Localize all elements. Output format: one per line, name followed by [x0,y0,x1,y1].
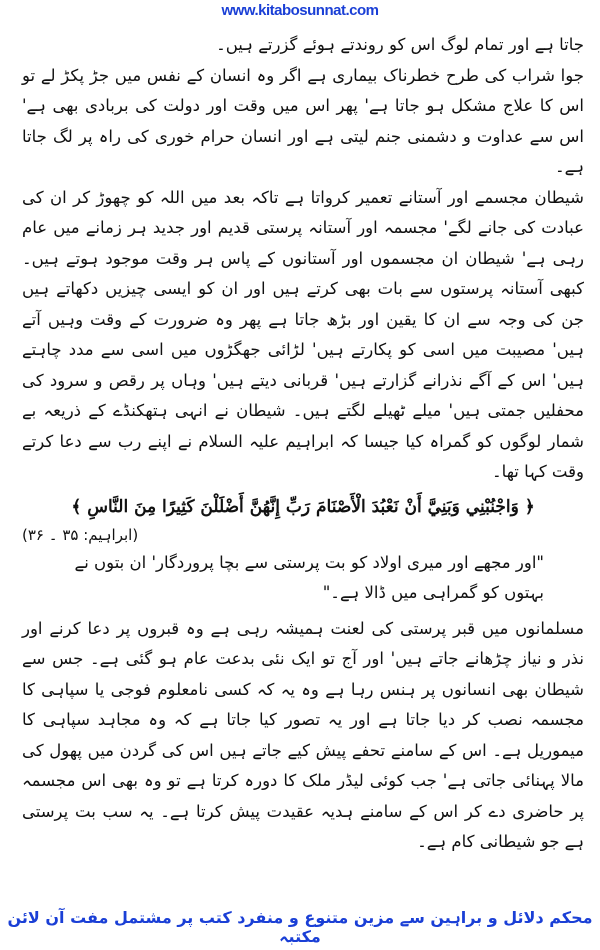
paragraph-1: جاتا ہے اور تمام لوگ اس کو روندتے ہوئے گزرتے ہیں۔ [216,35,584,54]
document-body [22,30,584,858]
verse-reference: (ابراہیم: ۳۵ ۔ ۳۶) [22,525,139,544]
quran-verse: ﴿ وَاجْنُبْنِي وَبَنِيَّ أَنْ نَعْبُدَ الْأَصْنَامَ رَبِّ إِنَّهُنَّ أَضْلَلْنَ كَثِيرًا مِنَ النَّاسِ ﴾ [71,496,535,517]
paragraph-2: جوا شراب کی طرح خطرناک بیماری ہے اگر وہ انسان کے نفس میں جڑ پکڑ لے تو اس کا علاج مشکل ہو جاتا ہے' پھر اس میں وقت اور دولت کی بربادی بھی ہے' اس سے عداوت و دشمنی جنم لیتی ہے اور انسان حرام خوری کی راہ پر لگ جاتا ہے۔ [22,65,584,176]
footer-banner: محکم دلائل و براہین سے مزین متنوع و منفرد کتب پر مشتمل مفت آن لائن مکتبہ [7,908,593,946]
verse-translation: "اور مجھے اور میری اولاد کو بت پرستی سے بچا پروردگار' ان بتوں نے بہتوں کو گمراہی میں ڈالا ہے۔" [74,552,544,602]
paragraph-3: شیطان مجسمے اور آستانے تعمیر کرواتا ہے تاکہ بعد میں اللہ کو چھوڑ کر ان کی عبادت کی جانے لگے' مجسمہ اور آستانہ پرستی قدیم اور جدید ہر زمانے میں عام رہی ہے' شیطان ان مجسموں اور آستانوں کے پاس ہر وقت موجود ہوتے ہیں۔ کبھی آستانہ پرستوں سے بات بھی کرتے ہیں اور ان کو ایسی چیزیں دکھاتے ہیں جن کی وجہ سے ان کا یقین اور بڑھ جاتا ہے پھر وہ ضرورت کے وقت وہیں آتے ہیں' مصیبت میں اسی کو پکارتے ہیں' لڑائی جھگڑوں میں اسی سے مدد چاہتے ہیں' اس کے آگے نذرانے گزارتے ہیں' قربانی دیتے ہیں' وہاں پر رقص و سرود کی محفلیں جمتی ہیں' میلے ٹھیلے لگتے ہیں۔ شیطان نے انہی ہتھکنڈے کے ذریعہ بے شمار لوگوں کو گمراہ کیا جیسا کہ ابراہیم علیہ السلام نے اپنے رب سے دعا کرتے وقت کہا تھا۔ [22,187,584,481]
watermark-url: www.kitabosunnat.com [221,2,379,19]
paragraph-4: مسلمانوں میں قبر پرستی کی لعنت ہمیشہ رہی ہے وہ قبروں پر دعا کرنے اور نذر و نیاز چڑھانے جاتے ہیں' اور آج تو ایک نئی بدعت عام ہو گئی ہے۔ جس سے شیطان بھی انسانوں پر ہنس رہا ہے وہ یہ کہ کسی نامعلوم فوجی یا سپاہی کا مجسمہ نصب کر دیا جاتا ہے اور یہ تصور کیا جاتا ہے کہ وہ مجاہد سپاہی کا میموریل ہے۔ اس کے سامنے تحفے پیش کیے جاتے ہیں اس کی گردن میں پھول کی مالا پہنائی جاتی ہے' جب کوئی لیڈر ملک کا دورہ کرتا ہے تو وہ بھی اس مجسمہ پر حاضری دے کر اس کے سامنے ہدیہ عقیدت پیش کرتا ہے۔ یہ سب بت پرستی ہے جو شیطانی کام ہے۔ [22,618,584,851]
